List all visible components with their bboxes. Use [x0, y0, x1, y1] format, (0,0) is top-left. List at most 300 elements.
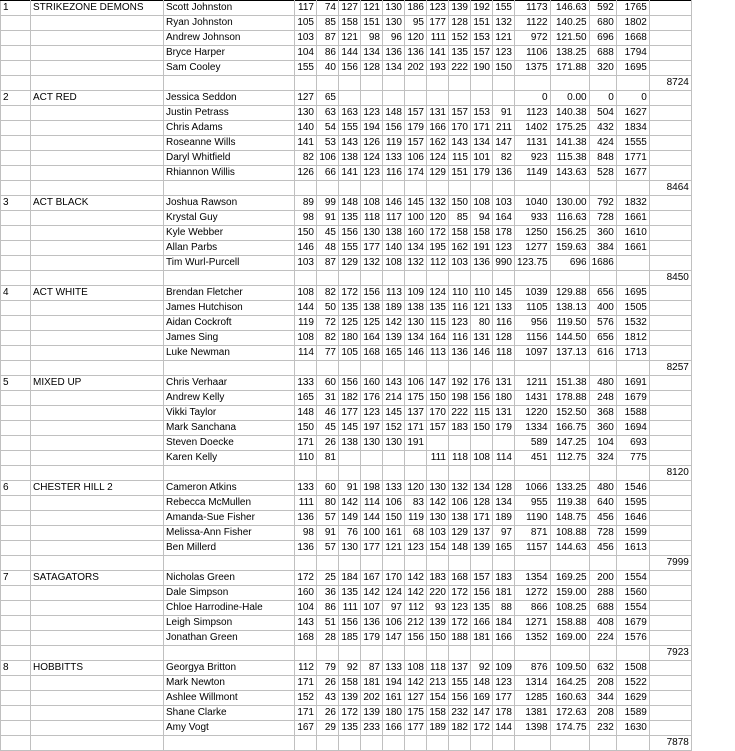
empty-cell [493, 271, 515, 286]
empty-cell [589, 466, 616, 481]
score-cell: 128 [361, 61, 383, 76]
player-name: Mark Sanchana [164, 421, 295, 436]
score-cell: 135 [339, 301, 361, 316]
score-cell: 1156 [515, 331, 551, 346]
score-cell: 190 [471, 61, 493, 76]
score-cell: 151 [449, 166, 471, 181]
team-total-cell [649, 451, 691, 466]
empty-cell [164, 271, 295, 286]
player-name: Brendan Fletcher [164, 286, 295, 301]
empty-cell [449, 466, 471, 481]
player-row [1, 571, 692, 586]
score-cell: 1765 [616, 1, 649, 16]
empty-cell [361, 466, 383, 481]
score-cell: 82 [295, 151, 317, 166]
empty-cell [493, 466, 515, 481]
score-cell: 97 [493, 526, 515, 541]
empty-cell [1, 646, 31, 661]
score-cell: 110 [449, 286, 471, 301]
score-cell: 141.38 [550, 136, 589, 151]
score-cell: 180 [493, 391, 515, 406]
empty-cell [31, 631, 164, 646]
team-total-cell [649, 601, 691, 616]
player-row [1, 421, 692, 436]
team-total-row [1, 646, 692, 661]
score-cell: 164 [427, 331, 449, 346]
empty-cell [1, 301, 31, 316]
score-cell: 179 [471, 166, 493, 181]
score-cell: 123 [493, 46, 515, 61]
team-total-row [1, 181, 692, 196]
score-cell: 1402 [515, 121, 551, 136]
score-cell: 1398 [515, 721, 551, 736]
player-row [1, 61, 692, 76]
empty-cell [616, 361, 649, 376]
empty-cell [383, 361, 405, 376]
score-cell: 103 [493, 196, 515, 211]
empty-cell [31, 256, 164, 271]
score-cell: 143 [295, 616, 317, 631]
score-cell: 142 [361, 586, 383, 601]
score-cell: 130 [295, 106, 317, 121]
empty-cell [361, 181, 383, 196]
score-cell: 109 [405, 286, 427, 301]
score-cell: 183 [427, 571, 449, 586]
score-cell: 26 [317, 676, 339, 691]
player-name: Mark Newton [164, 676, 295, 691]
empty-cell [493, 556, 515, 571]
empty-cell [31, 691, 164, 706]
score-cell: 154 [427, 691, 449, 706]
score-cell: 198 [361, 481, 383, 496]
team-total-row [1, 556, 692, 571]
score-cell: 157 [471, 571, 493, 586]
score-cell: 26 [317, 706, 339, 721]
score-cell: 114 [493, 451, 515, 466]
empty-cell [493, 736, 515, 751]
team-rank: 4 [1, 286, 31, 301]
score-cell: 25 [317, 571, 339, 586]
score-cell: 126 [361, 136, 383, 151]
score-cell: 1560 [616, 586, 649, 601]
score-cell: 248 [589, 391, 616, 406]
score-cell: 144 [361, 511, 383, 526]
empty-cell [1, 106, 31, 121]
empty-cell [317, 466, 339, 481]
score-cell: 132 [361, 256, 383, 271]
empty-cell [589, 556, 616, 571]
player-row [1, 451, 692, 466]
score-cell: 504 [589, 106, 616, 121]
empty-cell [31, 736, 164, 751]
empty-cell [405, 181, 427, 196]
score-cell: 136 [295, 511, 317, 526]
team-total-cell [649, 511, 691, 526]
score-cell: 147 [383, 631, 405, 646]
empty-cell [31, 646, 164, 661]
team-total: 7878 [649, 736, 691, 751]
team-rank: 1 [1, 1, 31, 16]
score-cell: 133 [493, 301, 515, 316]
score-cell: 186 [405, 1, 427, 16]
score-cell: 97 [383, 601, 405, 616]
empty-cell [1, 211, 31, 226]
score-cell: 115.38 [550, 151, 589, 166]
team-total-cell [649, 166, 691, 181]
team-total: 8724 [649, 76, 691, 91]
team-name: SATAGATORS [31, 571, 164, 586]
score-cell: 1522 [616, 676, 649, 691]
score-cell [449, 91, 471, 106]
score-cell: 57 [317, 511, 339, 526]
score-cell [339, 91, 361, 106]
score-cell [405, 451, 427, 466]
score-cell: 123 [361, 106, 383, 121]
score-cell: 866 [515, 601, 551, 616]
score-cell: 111 [427, 451, 449, 466]
empty-cell [31, 601, 164, 616]
player-row [1, 436, 692, 451]
score-cell: 172 [339, 706, 361, 721]
score-cell: 130.00 [550, 196, 589, 211]
player-name: Ben Millerd [164, 541, 295, 556]
empty-cell [1, 676, 31, 691]
empty-cell [31, 421, 164, 436]
score-cell: 123 [449, 316, 471, 331]
empty-cell [550, 271, 589, 286]
empty-cell [449, 181, 471, 196]
empty-cell [550, 466, 589, 481]
score-cell: 175.25 [550, 121, 589, 136]
score-cell: 130 [383, 436, 405, 451]
player-row [1, 166, 692, 181]
score-cell: 139 [449, 1, 471, 16]
empty-cell [31, 76, 164, 91]
empty-cell [31, 151, 164, 166]
empty-cell [31, 331, 164, 346]
score-cell: 344 [589, 691, 616, 706]
empty-cell [31, 706, 164, 721]
team-total-cell [649, 196, 691, 211]
score-cell: 156 [339, 616, 361, 631]
score-cell: 147 [471, 706, 493, 721]
score-cell: 156 [449, 691, 471, 706]
score-cell: 177 [427, 16, 449, 31]
score-cell: 124 [361, 151, 383, 166]
empty-cell [449, 736, 471, 751]
empty-cell [31, 46, 164, 61]
empty-cell [1, 256, 31, 271]
score-cell: 150 [427, 391, 449, 406]
empty-cell [1, 556, 31, 571]
player-row [1, 631, 692, 646]
player-name: Amy Vogt [164, 721, 295, 736]
player-name: Cameron Atkins [164, 481, 295, 496]
score-cell [405, 91, 427, 106]
score-cell: 160 [295, 586, 317, 601]
score-cell: 384 [589, 241, 616, 256]
score-cell: 130 [427, 481, 449, 496]
score-cell: 145 [493, 286, 515, 301]
score-cell: 177 [405, 721, 427, 736]
score-cell: 156 [471, 391, 493, 406]
score-cell: 1431 [515, 391, 551, 406]
empty-cell [339, 181, 361, 196]
score-cell: 171 [295, 706, 317, 721]
player-row [1, 316, 692, 331]
player-name: James Sing [164, 331, 295, 346]
empty-cell [493, 361, 515, 376]
empty-cell [1, 436, 31, 451]
empty-cell [493, 76, 515, 91]
score-cell: 138.13 [550, 301, 589, 316]
score-cell: 123 [449, 601, 471, 616]
score-cell: 157 [449, 106, 471, 121]
score-cell: 129 [427, 166, 449, 181]
player-name: Krystal Guy [164, 211, 295, 226]
score-cell: 82 [317, 331, 339, 346]
score-cell: 140.38 [550, 106, 589, 121]
score-cell: 131 [471, 331, 493, 346]
player-name: Shane Clarke [164, 706, 295, 721]
score-cell: 172 [449, 586, 471, 601]
score-cell: 680 [589, 16, 616, 31]
team-total-cell [649, 436, 691, 451]
empty-cell [361, 76, 383, 91]
empty-cell [295, 556, 317, 571]
score-cell: 138 [339, 436, 361, 451]
score-cell: 138 [383, 226, 405, 241]
score-cell: 115 [449, 151, 471, 166]
player-row [1, 31, 692, 46]
empty-cell [317, 76, 339, 91]
score-cell: 1832 [616, 196, 649, 211]
player-name: Nicholas Green [164, 571, 295, 586]
score-cell: 1149 [515, 166, 551, 181]
empty-cell [550, 181, 589, 196]
score-cell: 127 [295, 91, 317, 106]
empty-cell [31, 16, 164, 31]
score-cell: 177 [361, 541, 383, 556]
score-cell: 136 [493, 166, 515, 181]
empty-cell [31, 346, 164, 361]
score-cell: 123.75 [515, 256, 551, 271]
empty-cell [317, 271, 339, 286]
score-cell: 1277 [515, 241, 551, 256]
player-row [1, 586, 692, 601]
score-cell: 117 [295, 1, 317, 16]
empty-cell [31, 31, 164, 46]
score-cell: 134 [493, 496, 515, 511]
player-name: Justin Petrass [164, 106, 295, 121]
team-total-row [1, 271, 692, 286]
score-cell: 1679 [616, 616, 649, 631]
score-cell: 108 [471, 196, 493, 211]
empty-cell [339, 361, 361, 376]
team-total-row [1, 466, 692, 481]
score-cell: 156 [405, 631, 427, 646]
score-cell: 143 [339, 136, 361, 151]
empty-cell [317, 646, 339, 661]
empty-cell [31, 121, 164, 136]
score-cell: 166 [471, 616, 493, 631]
empty-cell [1, 241, 31, 256]
score-cell: 93 [427, 601, 449, 616]
score-cell: 1646 [616, 511, 649, 526]
empty-cell [427, 556, 449, 571]
score-cell: 135 [339, 211, 361, 226]
score-cell: 1599 [616, 526, 649, 541]
score-cell: 119 [295, 316, 317, 331]
score-cell: 1677 [616, 166, 649, 181]
score-cell: 1613 [616, 541, 649, 556]
score-cell: 656 [589, 286, 616, 301]
empty-cell [31, 211, 164, 226]
score-cell: 183 [449, 421, 471, 436]
score-cell: 46 [317, 406, 339, 421]
score-cell: 118 [449, 451, 471, 466]
score-cell: 181 [493, 586, 515, 601]
score-cell: 1661 [616, 241, 649, 256]
team-name: MIXED UP [31, 376, 164, 391]
team-total-cell [649, 136, 691, 151]
score-cell: 103 [295, 256, 317, 271]
score-cell: 123 [493, 676, 515, 691]
empty-cell [449, 76, 471, 91]
player-row [1, 211, 692, 226]
score-cell: 148 [383, 106, 405, 121]
score-cell: 589 [515, 436, 551, 451]
score-cell: 119 [405, 511, 427, 526]
score-cell: 137 [449, 661, 471, 676]
team-total: 8464 [649, 181, 691, 196]
score-cell: 156.25 [550, 226, 589, 241]
score-cell: 153 [471, 106, 493, 121]
score-cell: 151.38 [550, 376, 589, 391]
team-name: ACT RED [31, 91, 164, 106]
score-cell: 130 [427, 511, 449, 526]
score-cell: 168 [449, 571, 471, 586]
score-cell: 31 [317, 391, 339, 406]
empty-cell [616, 466, 649, 481]
team-name: STRIKEZONE DEMONS [31, 1, 164, 16]
score-cell: 177 [361, 241, 383, 256]
empty-cell [383, 646, 405, 661]
score-cell: 68 [405, 526, 427, 541]
score-cell: 180 [339, 331, 361, 346]
score-cell: 130 [405, 316, 427, 331]
score-cell: 141 [295, 136, 317, 151]
score-cell: 134 [471, 481, 493, 496]
score-cell: 91 [493, 106, 515, 121]
score-cell: 106 [449, 496, 471, 511]
player-row [1, 541, 692, 556]
empty-cell [1, 526, 31, 541]
score-cell: 150 [493, 61, 515, 76]
team-total-cell [649, 226, 691, 241]
team-total-cell [649, 376, 691, 391]
score-cell: 147 [493, 136, 515, 151]
score-cell: 1630 [616, 721, 649, 736]
score-cell: 360 [589, 226, 616, 241]
empty-cell [515, 271, 551, 286]
empty-cell [405, 646, 427, 661]
player-name: Jessica Seddon [164, 91, 295, 106]
empty-cell [1, 331, 31, 346]
empty-cell [616, 271, 649, 286]
team-total-cell [649, 676, 691, 691]
score-cell: 127 [405, 691, 427, 706]
score-cell: 192 [471, 1, 493, 16]
empty-cell [31, 451, 164, 466]
score-cell [383, 451, 405, 466]
empty-cell [295, 181, 317, 196]
empty-cell [515, 76, 551, 91]
score-cell: 144 [295, 301, 317, 316]
score-cell: 138 [449, 511, 471, 526]
team-total-cell [649, 151, 691, 166]
score-cell: 150 [449, 196, 471, 211]
empty-cell [405, 361, 427, 376]
score-cell: 165 [383, 346, 405, 361]
empty-cell [383, 736, 405, 751]
team-total-cell [649, 631, 691, 646]
score-cell: 45 [317, 226, 339, 241]
empty-cell [589, 361, 616, 376]
player-name: Scott Johnston [164, 1, 295, 16]
score-cell: 182 [449, 721, 471, 736]
score-cell: 222 [449, 61, 471, 76]
score-cell: 166.75 [550, 421, 589, 436]
empty-cell [164, 181, 295, 196]
score-cell: 116 [493, 316, 515, 331]
empty-cell [1, 316, 31, 331]
empty-cell [449, 271, 471, 286]
score-cell: 728 [589, 211, 616, 226]
score-cell: 111 [295, 496, 317, 511]
score-cell: 1679 [616, 391, 649, 406]
score-cell: 688 [589, 46, 616, 61]
player-name: Melissa-Ann Fisher [164, 526, 295, 541]
empty-cell [1, 181, 31, 196]
player-row [1, 151, 692, 166]
score-cell: 528 [589, 166, 616, 181]
score-cell: 1123 [515, 106, 551, 121]
score-cell: 106 [405, 151, 427, 166]
player-row [1, 346, 692, 361]
score-cell: 208 [589, 676, 616, 691]
team-total-cell [649, 496, 691, 511]
team-total-cell [649, 661, 691, 676]
player-row [1, 661, 692, 676]
empty-cell [1, 586, 31, 601]
empty-cell [361, 646, 383, 661]
score-cell: 45 [317, 421, 339, 436]
team-total-cell [649, 316, 691, 331]
player-row [1, 1, 692, 16]
score-cell: 0 [515, 91, 551, 106]
score-cell: 139 [339, 691, 361, 706]
score-cell: 120 [405, 31, 427, 46]
score-cell: 112.75 [550, 451, 589, 466]
score-cell: 79 [317, 661, 339, 676]
score-cell: 360 [589, 421, 616, 436]
score-cell: 1211 [515, 376, 551, 391]
score-cell: 152.50 [550, 406, 589, 421]
score-cell: 1285 [515, 691, 551, 706]
score-cell: 139 [361, 706, 383, 721]
score-cell: 128 [493, 481, 515, 496]
